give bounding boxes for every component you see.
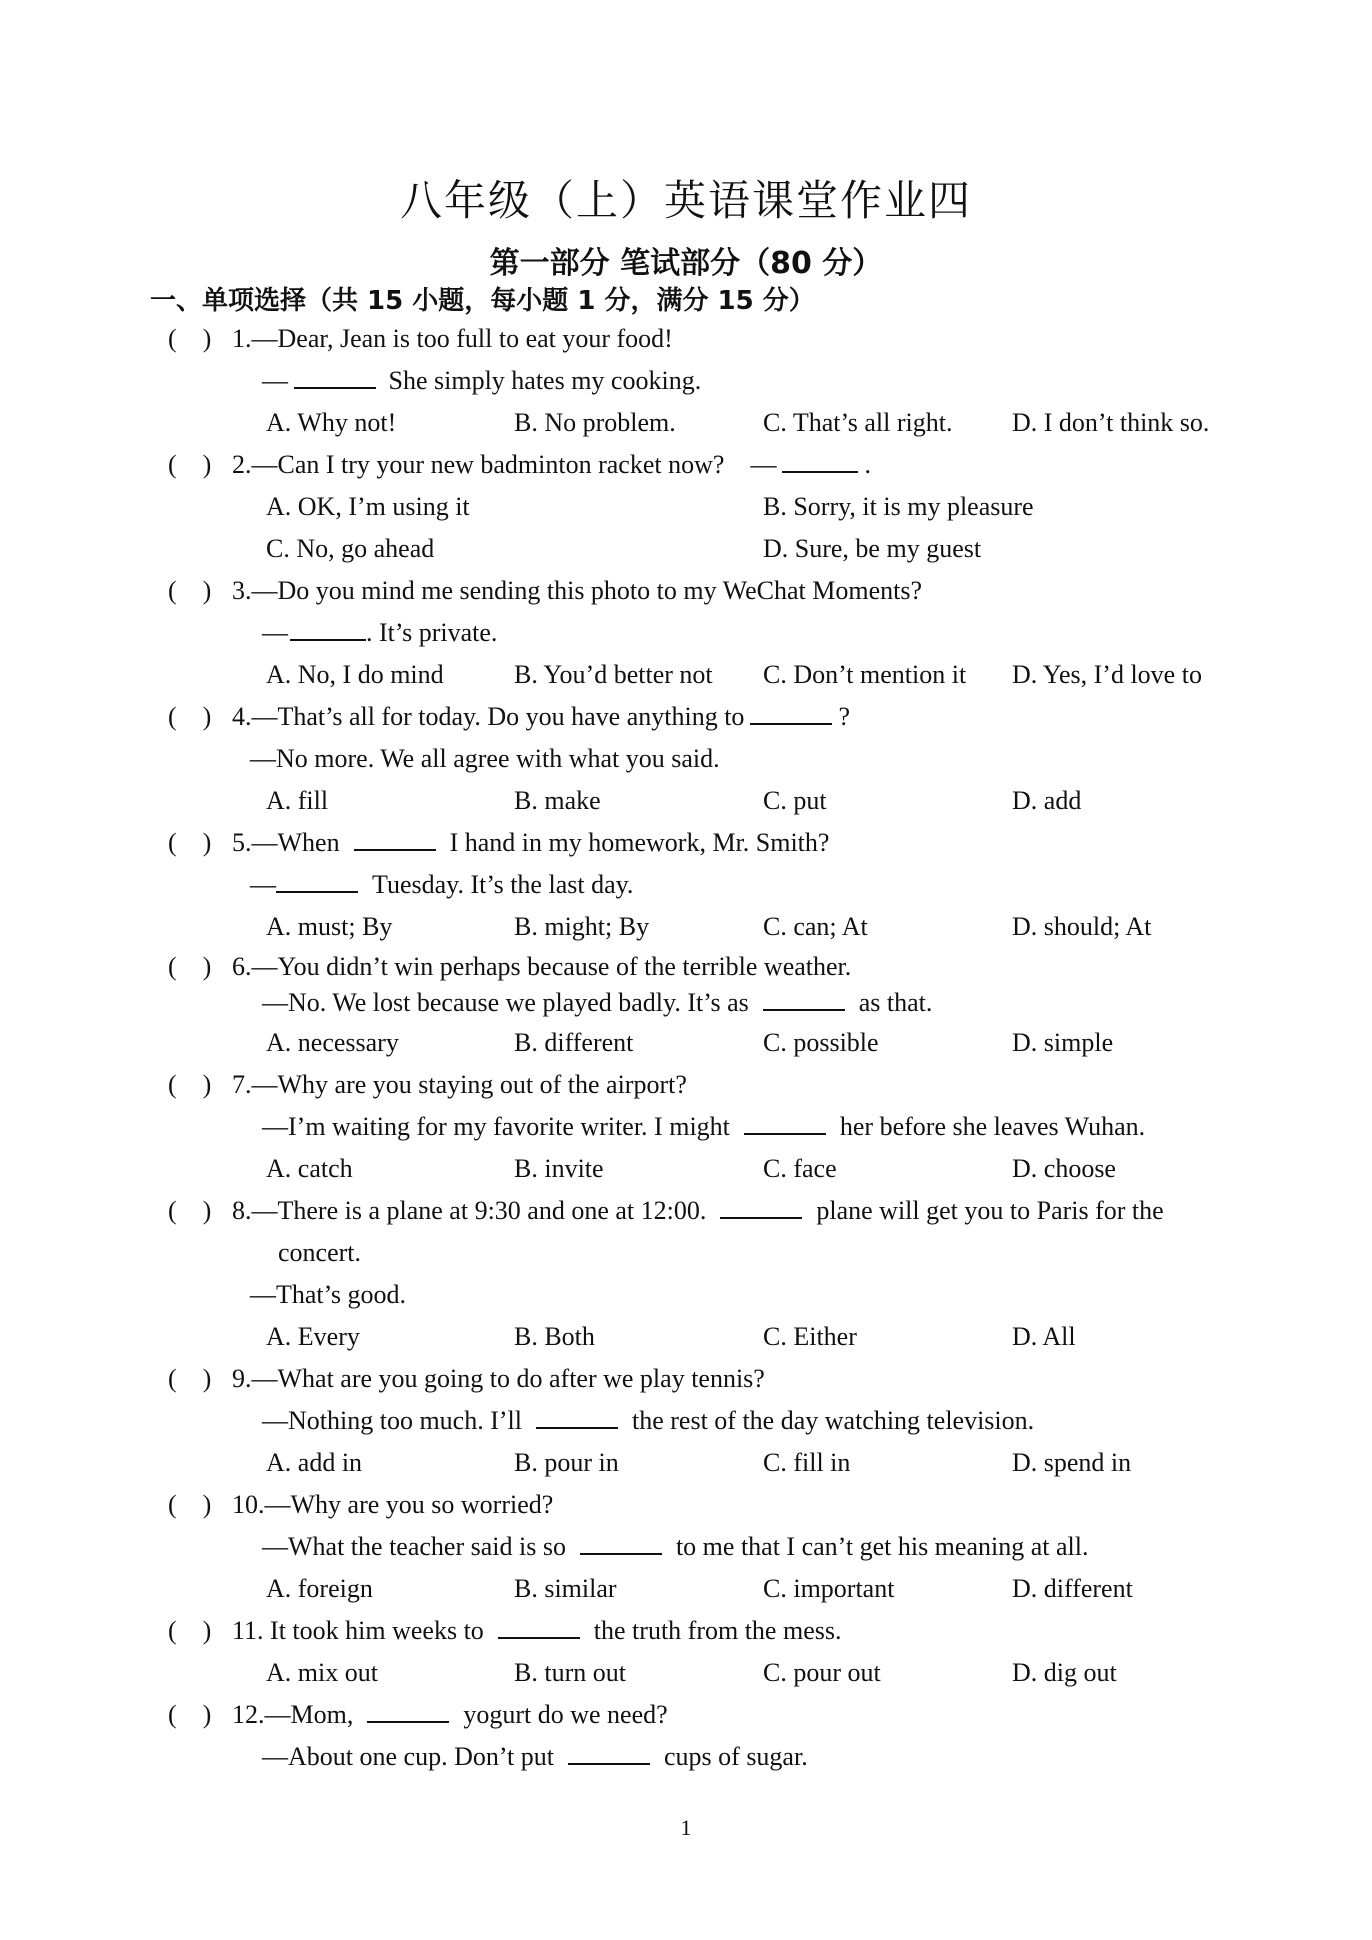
option-d[interactable]: D. simple [1012, 1028, 1114, 1057]
option-b[interactable]: B. turn out [514, 1658, 626, 1687]
question-response: — Tuesday. It’s the last day. [250, 870, 634, 899]
option-c[interactable]: C. pour out [763, 1658, 881, 1687]
option-d[interactable]: D. Sure, be my guest [763, 534, 982, 563]
option-b[interactable]: B. different [514, 1028, 634, 1057]
option-c[interactable]: C. put [763, 786, 827, 815]
answer-paren[interactable]: ( ) [168, 1196, 212, 1225]
option-a[interactable]: A. necessary [266, 1028, 399, 1057]
option-c[interactable]: C. fill in [763, 1448, 851, 1477]
question-stem: 10.—Why are you so worried? [232, 1490, 554, 1519]
option-d[interactable]: D. I don’t think so. [1012, 408, 1210, 437]
option-b[interactable]: B. No problem. [514, 408, 676, 437]
option-c[interactable]: C. important [763, 1574, 895, 1603]
answer-paren[interactable]: ( ) [168, 324, 212, 353]
option-c[interactable]: C. No, go ahead [266, 534, 435, 563]
answer-blank [294, 365, 376, 389]
question-stem: 1.—Dear, Jean is too full to eat your food! [232, 324, 673, 353]
question-stem: 6.—You didn’t win perhaps because of the terrible weather. [232, 952, 852, 981]
option-a[interactable]: A. catch [266, 1154, 353, 1183]
part-heading: 第一部分 笔试部分（80 分） [489, 246, 883, 281]
option-d[interactable]: D. different [1012, 1574, 1133, 1603]
answer-paren[interactable]: ( ) [168, 1070, 212, 1099]
option-c[interactable]: C. can; At [763, 912, 868, 941]
question-stem: 2.—Can I try your new badminton racket now? — . [232, 450, 871, 479]
option-c[interactable]: C. face [763, 1154, 837, 1183]
option-b[interactable]: B. pour in [514, 1448, 619, 1477]
option-a[interactable]: A. OK, I’m using it [266, 492, 470, 521]
question-stem: 4.—That’s all for today. Do you have anything to ? [232, 702, 850, 731]
option-a[interactable]: A. Every [266, 1322, 360, 1351]
option-c[interactable]: C. Don’t mention it [763, 660, 967, 689]
option-a[interactable]: A. fill [266, 786, 329, 815]
question-stem: 7.—Why are you staying out of the airport? [232, 1070, 687, 1099]
option-d[interactable]: D. should; At [1012, 912, 1152, 941]
option-a[interactable]: A. No, I do mind [266, 660, 444, 689]
question-response: —That’s good. [250, 1280, 406, 1309]
option-c[interactable]: C. Either [763, 1322, 857, 1351]
option-a[interactable]: A. must; By [266, 912, 393, 941]
page-title: 八年级（上）英语课堂作业四 [399, 176, 972, 225]
question-stem: 9.—What are you going to do after we play tennis? [232, 1364, 765, 1393]
answer-paren[interactable]: ( ) [168, 1490, 212, 1519]
answer-blank [354, 827, 436, 851]
question-response: —About one cup. Don’t put cups of sugar. [262, 1742, 808, 1771]
option-a[interactable]: A. add in [266, 1448, 363, 1477]
answer-blank [367, 1699, 449, 1723]
option-b[interactable]: B. You’d better not [514, 660, 713, 689]
answer-blank [536, 1405, 618, 1429]
question-response: —Nothing too much. I’ll the rest of the day watching television. [262, 1406, 1035, 1435]
answer-blank [580, 1531, 662, 1555]
option-a[interactable]: A. mix out [266, 1658, 378, 1687]
answer-paren[interactable]: ( ) [168, 450, 212, 479]
answer-paren[interactable]: ( ) [168, 952, 212, 981]
option-d[interactable]: D. dig out [1012, 1658, 1117, 1687]
option-d[interactable]: D. choose [1012, 1154, 1116, 1183]
answer-blank [744, 1111, 826, 1135]
option-d[interactable]: D. Yes, I’d love to [1012, 660, 1202, 689]
answer-blank [290, 617, 366, 641]
answer-blank [763, 987, 845, 1011]
answer-blank [782, 449, 858, 473]
option-c[interactable]: C. That’s all right. [763, 408, 953, 437]
question-stem: 12.—Mom, yogurt do we need? [232, 1700, 668, 1729]
answer-paren[interactable]: ( ) [168, 1700, 212, 1729]
question-response: —No. We lost because we played badly. It’s as as that. [262, 988, 933, 1017]
option-b[interactable]: B. might; By [514, 912, 650, 941]
question-stem: 11. It took him weeks to the truth from the mess. [232, 1616, 842, 1645]
question-response: —No more. We all agree with what you said. [250, 744, 720, 773]
answer-paren[interactable]: ( ) [168, 1364, 212, 1393]
question-stem: 3.—Do you mind me sending this photo to my WeChat Moments? [232, 576, 923, 605]
answer-paren[interactable]: ( ) [168, 576, 212, 605]
question-response: —What the teacher said is so to me that I can’t get his meaning at all. [262, 1532, 1089, 1561]
option-b[interactable]: B. make [514, 786, 601, 815]
answer-blank [568, 1741, 650, 1765]
answer-blank [720, 1195, 802, 1219]
question-response: — . It’s private. [262, 618, 498, 647]
question-response: —I’m waiting for my favorite writer. I might her before she leaves Wuhan. [262, 1112, 1146, 1141]
option-c[interactable]: C. possible [763, 1028, 879, 1057]
option-b[interactable]: B. Both [514, 1322, 595, 1351]
section-heading: 一、单项选择（共 15 小题，每小题 1 分，满分 15 分） [150, 286, 815, 316]
option-b[interactable]: B. similar [514, 1574, 617, 1603]
option-d[interactable]: D. All [1012, 1322, 1076, 1351]
answer-paren[interactable]: ( ) [168, 828, 212, 857]
option-d[interactable]: D. add [1012, 786, 1082, 815]
answer-paren[interactable]: ( ) [168, 702, 212, 731]
question-response: — She simply hates my cooking. [262, 366, 702, 395]
option-a[interactable]: A. Why not! [266, 408, 397, 437]
answer-paren[interactable]: ( ) [168, 1616, 212, 1645]
question-stem: 5.—When I hand in my homework, Mr. Smith? [232, 828, 830, 857]
option-d[interactable]: D. spend in [1012, 1448, 1132, 1477]
answer-blank [498, 1615, 580, 1639]
answer-blank [276, 869, 358, 893]
question-stem-cont: concert. [278, 1238, 362, 1267]
option-b[interactable]: B. invite [514, 1154, 604, 1183]
question-stem: 8.—There is a plane at 9:30 and one at 12:00. plane will get you to Paris for the [232, 1196, 1164, 1225]
page-number: 1 [680, 1815, 692, 1840]
answer-blank [750, 701, 832, 725]
option-a[interactable]: A. foreign [266, 1574, 373, 1603]
option-b[interactable]: B. Sorry, it is my pleasure [763, 492, 1034, 521]
